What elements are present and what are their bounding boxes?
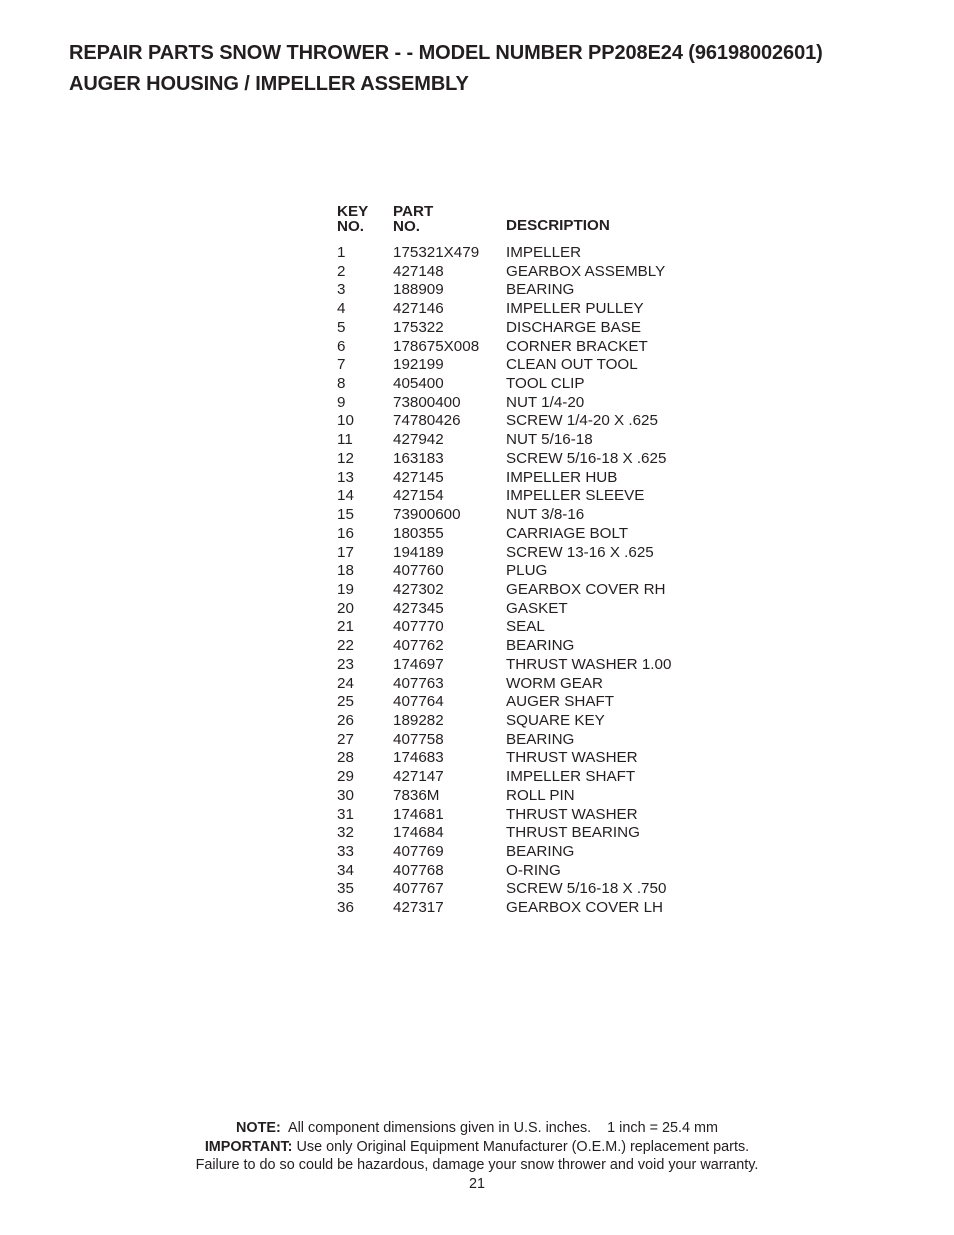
- table-row: [337, 431, 726, 450]
- title-line-2: AUGER HOUSING / IMPELLER ASSEMBLY: [69, 73, 469, 95]
- table-row: [337, 562, 726, 581]
- part-no-header: PART NO.: [393, 203, 434, 235]
- part-no-cell: 188909: [393, 281, 444, 299]
- part-no-cell: 174684: [393, 824, 444, 842]
- description-cell: IMPELLER SLEEVE: [506, 487, 645, 505]
- description-cell: CLEAN OUT TOOL: [506, 356, 638, 374]
- table-row: [337, 525, 726, 544]
- part-no-cell: 163183: [393, 449, 444, 467]
- description-cell: BEARING: [506, 637, 575, 655]
- table-row: [337, 581, 726, 600]
- description-cell: IMPELLER: [506, 244, 582, 261]
- key-no-cell: 8: [337, 375, 346, 393]
- page-title: [69, 38, 823, 100]
- table-row: [337, 637, 726, 656]
- description-cell: GEARBOX ASSEMBLY: [506, 262, 666, 280]
- part-no-cell: 407763: [393, 674, 444, 692]
- key-no-cell: 23: [337, 655, 354, 673]
- key-no-cell: 25: [337, 693, 354, 711]
- key-no-cell: 12: [337, 449, 354, 467]
- key-no-cell: 20: [337, 599, 354, 617]
- key-no-cell: 19: [337, 580, 354, 598]
- footer-notes: [0, 1119, 954, 1193]
- description-cell: GEARBOX COVER RH: [506, 580, 666, 598]
- table-row: [337, 731, 726, 750]
- key-no-cell: 13: [337, 468, 354, 486]
- key-no-cell: 30: [337, 786, 354, 804]
- part-no-cell: 73900600: [393, 506, 461, 524]
- part-no-cell: 427148: [393, 262, 444, 280]
- description-header: DESCRIPTION: [506, 217, 610, 234]
- title-line-1: REPAIR PARTS SNOW THROWER - - MODEL NUMBER PP208E24 (96198002601): [69, 42, 823, 64]
- table-row: [337, 281, 726, 300]
- part-no-cell: 175321X479: [393, 244, 480, 261]
- description-cell: SCREW 5/16-18 X .625: [506, 449, 667, 467]
- key-no-cell: 21: [337, 618, 354, 636]
- description-cell: GEARBOX COVER LH: [506, 899, 663, 917]
- warning-line: Failure to do so could be hazardous, damage your snow thrower and void your warranty.: [195, 1157, 759, 1174]
- description-cell: SCREW 1/4-20 X .625: [506, 412, 658, 430]
- description-cell: NUT 5/16-18: [506, 431, 593, 449]
- description-cell: O-RING: [506, 861, 561, 879]
- key-no-cell: 3: [337, 281, 346, 299]
- part-no-cell: 194189: [393, 543, 444, 561]
- part-no-cell: 427145: [393, 468, 444, 486]
- key-no-cell: 15: [337, 506, 354, 524]
- key-no-cell: 31: [337, 805, 354, 823]
- key-no-cell: 5: [337, 318, 346, 336]
- key-no-cell: 28: [337, 749, 354, 767]
- description-cell: GASKET: [506, 599, 568, 617]
- table-row: [337, 787, 726, 806]
- key-no-cell: 18: [337, 562, 354, 580]
- table-row: [337, 412, 726, 431]
- key-no-cell: 26: [337, 711, 354, 729]
- description-cell: NUT 1/4-20: [506, 393, 585, 411]
- part-no-cell: 192199: [393, 356, 444, 374]
- key-no-cell: 14: [337, 487, 354, 505]
- part-no-cell: 427345: [393, 599, 444, 617]
- part-no-cell: 180355: [393, 524, 444, 542]
- description-cell: NUT 3/8-16: [506, 506, 585, 524]
- table-row: [337, 618, 726, 637]
- note-line: [0, 1119, 954, 1138]
- table-row: [337, 749, 726, 768]
- part-no-cell: 407767: [393, 880, 444, 898]
- key-no-cell: 1: [337, 244, 346, 261]
- table-row: [337, 487, 726, 506]
- note-text: All component dimensions given in U.S. inches. 1 inch = 25.4 mm: [288, 1120, 718, 1136]
- table-row: [337, 656, 726, 675]
- key-no-header: KEY NO.: [337, 203, 369, 235]
- key-no-cell: 11: [337, 431, 353, 449]
- part-no-cell: 174697: [393, 655, 444, 673]
- description-cell: IMPELLER PULLEY: [506, 300, 644, 318]
- description-cell: SEAL: [506, 618, 545, 636]
- table-row: [337, 263, 726, 282]
- key-no-cell: 7: [337, 356, 346, 374]
- key-no-cell: 24: [337, 674, 354, 692]
- key-no-cell: 35: [337, 880, 354, 898]
- table-row: [337, 375, 726, 394]
- key-no-cell: 6: [337, 337, 346, 355]
- description-cell: CORNER BRACKET: [506, 337, 648, 355]
- description-cell: THRUST WASHER: [506, 805, 638, 823]
- description-cell: TOOL CLIP: [506, 375, 585, 393]
- part-no-cell: 407770: [393, 618, 444, 636]
- key-no-cell: 10: [337, 412, 354, 430]
- part-no-cell: 407762: [393, 637, 444, 655]
- part-no-cell: 174683: [393, 749, 444, 767]
- table-row: [337, 469, 726, 488]
- table-row: [337, 506, 726, 525]
- table-row: [337, 824, 726, 843]
- description-cell: IMPELLER SHAFT: [506, 768, 636, 786]
- table-row: [337, 843, 726, 862]
- part-no-cell: 407769: [393, 843, 444, 860]
- part-no-cell: 427146: [393, 300, 444, 318]
- description-cell: AUGER SHAFT: [506, 693, 615, 711]
- note-label: NOTE:: [236, 1120, 281, 1136]
- table-row: [337, 880, 726, 899]
- description-cell: BEARING: [506, 730, 575, 748]
- part-no-cell: 174681: [393, 805, 444, 823]
- key-no-cell: 16: [337, 524, 354, 542]
- table-row: [337, 768, 726, 787]
- key-no-cell: 33: [337, 843, 354, 860]
- key-no-cell: 4: [337, 300, 346, 318]
- table-row: [337, 356, 726, 375]
- part-no-cell: 427154: [393, 487, 444, 505]
- key-no-cell: 22: [337, 637, 354, 655]
- description-cell: PLUG: [506, 562, 548, 580]
- part-no-cell: 73800400: [393, 393, 461, 411]
- table-row: [337, 862, 726, 881]
- table-row: [337, 394, 726, 413]
- description-cell: SCREW 5/16-18 X .750: [506, 880, 667, 898]
- description-cell: THRUST WASHER: [506, 749, 638, 767]
- description-cell: CARRIAGE BOLT: [506, 524, 629, 542]
- important-label: IMPORTANT:: [204, 1138, 293, 1155]
- table-row: [337, 300, 726, 319]
- description-cell: THRUST WASHER 1.00: [506, 655, 672, 673]
- table-row: [337, 806, 726, 825]
- page-number: 21: [468, 1175, 485, 1192]
- table-row: [337, 544, 726, 563]
- table-row: [337, 693, 726, 712]
- part-no-cell: 407764: [393, 693, 444, 711]
- part-no-cell: 427317: [393, 899, 444, 917]
- table-row: [337, 450, 726, 469]
- part-no-cell: 407758: [393, 730, 444, 748]
- description-cell: ROLL PIN: [506, 786, 575, 804]
- part-no-cell: 407760: [393, 562, 444, 580]
- table-row: [337, 319, 726, 338]
- parts-table: [337, 204, 726, 918]
- parts-table-header: [337, 204, 726, 238]
- key-no-cell: 9: [337, 393, 346, 411]
- parts-table-body: [337, 244, 726, 918]
- table-row: [337, 712, 726, 731]
- description-cell: SCREW 13-16 X .625: [506, 543, 654, 561]
- table-row: [337, 600, 726, 619]
- table-row: [337, 675, 726, 694]
- part-no-cell: 427147: [393, 768, 444, 786]
- important-line: [0, 1138, 954, 1157]
- part-no-cell: 7836M: [393, 786, 440, 804]
- key-no-cell: 36: [337, 899, 354, 917]
- description-cell: IMPELLER HUB: [506, 468, 618, 486]
- part-no-cell: 427942: [393, 431, 444, 449]
- table-row: [337, 899, 726, 918]
- part-no-cell: 178675X008: [393, 337, 480, 355]
- key-no-cell: 29: [337, 768, 354, 786]
- part-no-cell: 175322: [393, 318, 444, 336]
- key-no-cell: 34: [337, 861, 354, 879]
- part-no-cell: 407768: [393, 861, 444, 879]
- table-row: [337, 338, 726, 357]
- description-cell: WORM GEAR: [506, 674, 604, 692]
- description-cell: DISCHARGE BASE: [506, 318, 642, 336]
- key-no-cell: 32: [337, 824, 354, 842]
- important-text: Use only Original Equipment Manufacturer (O.E.M.) replacement parts.: [296, 1138, 750, 1155]
- key-no-cell: 27: [337, 730, 354, 748]
- key-no-cell: 2: [337, 262, 346, 280]
- description-cell: THRUST BEARING: [506, 824, 640, 842]
- part-no-cell: 189282: [393, 711, 444, 729]
- key-no-cell: 17: [337, 543, 354, 561]
- part-no-cell: 74780426: [393, 412, 461, 430]
- description-cell: BEARING: [506, 843, 575, 860]
- part-no-cell: 405400: [393, 375, 444, 393]
- table-row: [337, 244, 726, 263]
- description-cell: SQUARE KEY: [506, 711, 605, 729]
- part-no-cell: 427302: [393, 580, 444, 598]
- description-cell: BEARING: [506, 281, 575, 299]
